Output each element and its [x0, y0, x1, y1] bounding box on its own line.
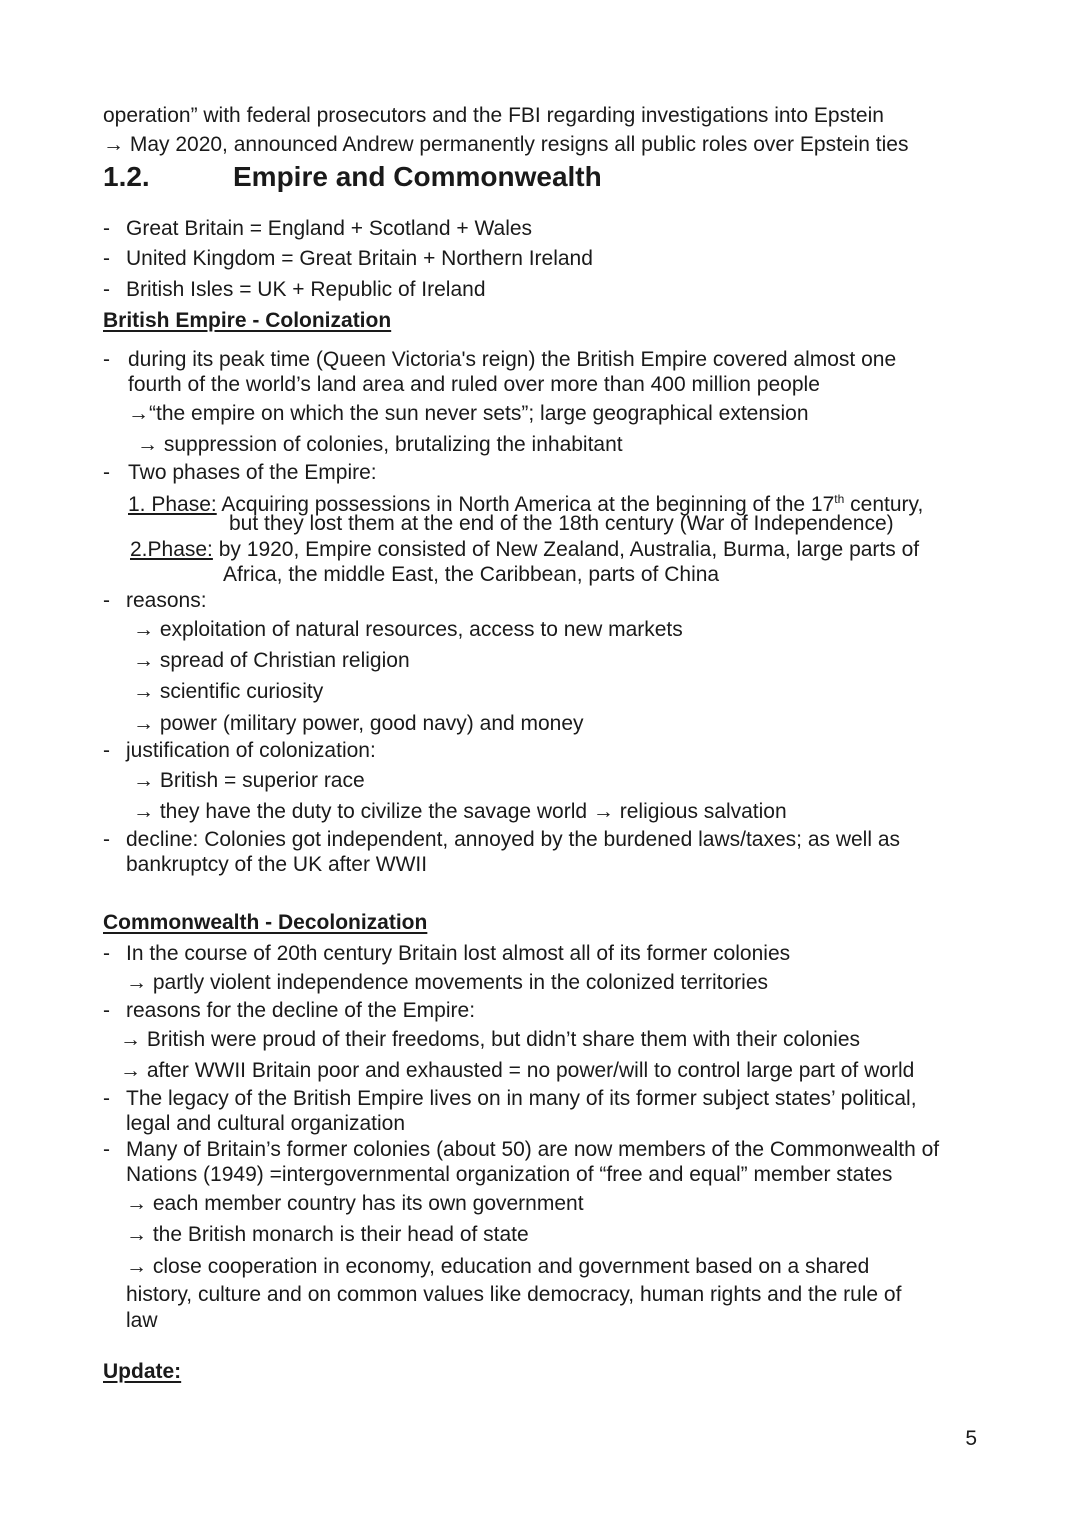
text-line: history, culture and on common values like democracy, human rights and the rule of: [126, 1283, 902, 1306]
text-line: operation” with federal prosecutors and the FBI regarding investigations into Epstein: [103, 104, 884, 127]
bullet-dash: -: [103, 589, 110, 612]
text-line: → after WWII Britain poor and exhausted = no power/will to control large part of world: [120, 1059, 915, 1082]
bullet-dash: -: [103, 217, 110, 240]
text-line: → they have the duty to civilize the savage world → religious salvation: [133, 800, 787, 823]
text-line: law: [126, 1309, 158, 1332]
text-line: → power (military power, good navy) and money: [133, 712, 584, 735]
section-heading-empire: British Empire - Colonization: [103, 309, 392, 332]
text-line: Nations (1949) =intergovernmental organization of “free and equal” member states: [126, 1163, 893, 1186]
text-line: → suppression of colonies, brutalizing the inhabitant: [137, 433, 623, 456]
text-line: → partly violent independence movements in the colonized territories: [126, 971, 769, 994]
bullet-dash: -: [103, 247, 110, 270]
text-line: → close cooperation in economy, education and government based on a shared: [126, 1255, 870, 1278]
page-title: Empire and Commonwealth: [233, 161, 602, 192]
phase-1-label: 1. Phase:: [128, 493, 217, 516]
phase-1-text: Acquiring possessions in North America at the beginning of the 17: [221, 493, 835, 516]
list-item: Great Britain = England + Scotland + Wales: [126, 217, 533, 240]
text-line: but they lost them at the end of the 18th century (War of Independence): [229, 512, 894, 535]
text-line: → exploitation of natural resources, access to new markets: [133, 618, 683, 641]
list-item: British Isles = UK + Republic of Ireland: [126, 278, 486, 301]
list-item: reasons for the decline of the Empire:: [126, 999, 476, 1022]
list-item: United Kingdom = Great Britain + Northern Ireland: [126, 247, 593, 270]
bullet-dash: -: [103, 461, 110, 484]
list-item: reasons:: [126, 589, 207, 612]
list-item: In the course of 20th century Britain lost almost all of its former colonies: [126, 942, 791, 965]
text-line: → May 2020, announced Andrew permanently resigns all public roles over Epstein ties: [103, 133, 909, 156]
text-line: →“the empire on which the sun never sets”; large geographical extension: [128, 402, 809, 425]
text-line: legal and cultural organization: [126, 1112, 406, 1135]
phase-1-end: century,: [850, 493, 924, 516]
section-heading-commonwealth: Commonwealth - Decolonization: [103, 911, 428, 934]
bullet-dash: -: [103, 828, 110, 851]
text-line: fourth of the world’s land area and ruled over more than 400 million people: [128, 373, 820, 396]
list-item: The legacy of the British Empire lives on in many of its former subject states’ political,: [126, 1087, 917, 1110]
phase-1-superscript: th: [834, 492, 845, 506]
page-number: 5: [965, 1427, 977, 1450]
list-item: Many of Britain’s former colonies (about 50) are now members of the Commonwealth of: [126, 1138, 940, 1161]
bullet-dash: -: [103, 999, 110, 1022]
list-item: decline: Colonies got independent, annoyed by the burdened laws/taxes; as well as: [126, 828, 901, 851]
text-line: Africa, the middle East, the Caribbean, parts of China: [223, 563, 720, 586]
section-number: 1.2.: [103, 161, 150, 192]
bullet-dash: -: [103, 278, 110, 301]
phase-2-line: [130, 537, 919, 563]
text-line: → spread of Christian religion: [133, 649, 410, 672]
list-item: justification of colonization:: [126, 739, 376, 762]
phase-2-text: by 1920, Empire consisted of New Zealand, Australia, Burma, large parts of: [218, 538, 920, 561]
text-line: → the British monarch is their head of state: [126, 1223, 529, 1246]
update-heading: Update:: [103, 1360, 182, 1383]
list-item: during its peak time (Queen Victoria's reign) the British Empire covered almost one: [128, 348, 897, 371]
list-item: Two phases of the Empire:: [128, 461, 377, 484]
text-line: → each member country has its own government: [126, 1192, 584, 1215]
text-line: → British = superior race: [133, 769, 365, 792]
text-line: → scientific curiosity: [133, 680, 324, 703]
bullet-dash: -: [103, 942, 110, 965]
bullet-dash: -: [103, 348, 110, 371]
bullet-dash: -: [103, 739, 110, 762]
text-line: → British were proud of their freedoms, but didn’t share them with their colonies: [120, 1028, 861, 1051]
phase-2-label: 2.Phase:: [130, 538, 213, 561]
bullet-dash: -: [103, 1087, 110, 1110]
bullet-dash: -: [103, 1138, 110, 1161]
text-line: bankruptcy of the UK after WWII: [126, 853, 428, 876]
